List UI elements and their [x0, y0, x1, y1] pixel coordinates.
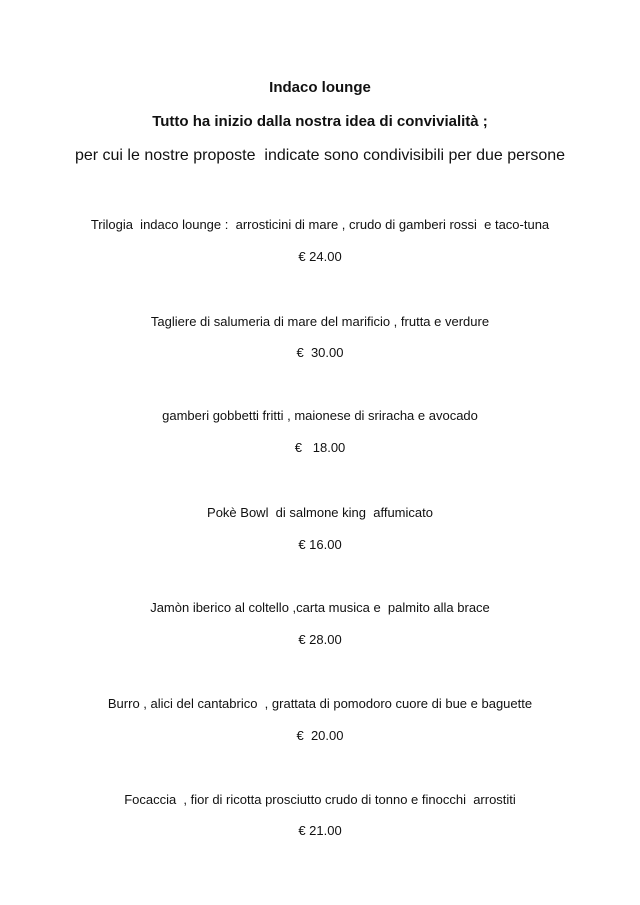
menu-intro: per cui le nostre proposte indicate sono condivisibili per due persone — [74, 147, 566, 164]
menu-item-name-3: gamberi gobbetti fritti , maionese di sriracha e avocado — [162, 408, 478, 423]
menu-item-name-5: Jamòn iberico al coltello ,carta musica e palmito alla brace — [150, 600, 490, 615]
menu-item-price-2: € 30.00 — [296, 345, 344, 360]
menu-item-name-1: Trilogia indaco lounge : arrosticini di mare , crudo di gamberi rossi e taco-tuna — [90, 217, 550, 232]
menu-item-name-7: Focaccia , fior di ricotta prosciutto crudo di tonno e finocchi arrostiti — [124, 792, 516, 807]
menu-item-price-4: € 16.00 — [298, 537, 342, 552]
menu-item-name-2: Tagliere di salumeria di mare del marificio , frutta e verdure — [150, 314, 490, 329]
menu-item-price-1: € 24.00 — [298, 249, 342, 264]
menu-item-price-5: € 28.00 — [298, 632, 342, 647]
menu-item-price-7: € 21.00 — [298, 823, 342, 838]
menu-subtitle: Tutto ha inizio dalla nostra idea di convivialità ; — [152, 113, 488, 130]
menu-item-name-6: Burro , alici del cantabrico , grattata di pomodoro cuore di bue e baguette — [107, 696, 533, 711]
menu-title: Indaco lounge — [269, 79, 371, 96]
menu-item-name-4: Pokè Bowl di salmone king affumicato — [207, 505, 433, 520]
menu-item-price-6: € 20.00 — [296, 728, 344, 743]
menu-item-price-3: € 18.00 — [294, 440, 346, 455]
